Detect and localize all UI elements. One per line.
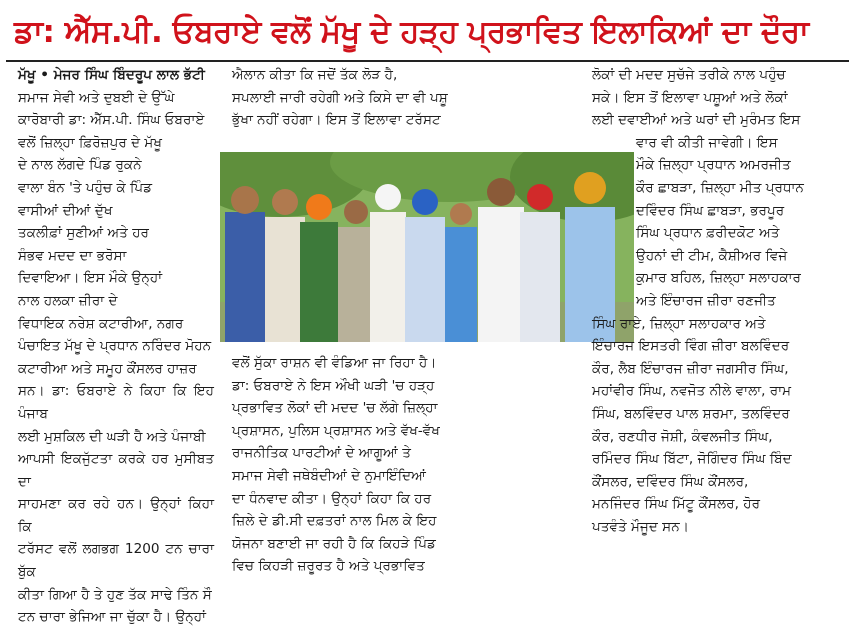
text-line: ਲਈ ਮੁਸ਼ਕਿਲ ਦੀ ਘੜੀ ਹੈ ਅਤੇ ਪੰਜਾਬੀ [18,428,206,445]
text-line: ਮਨਜਿੰਦਰ ਸਿੰਘ ਮਿੱਟੂ ਕੌਂਸਲਰ, ਹੋਰ [592,496,761,513]
text-line: ਸਕੇ। ਇਸ ਤੋਂ ਇਲਾਵਾ ਪਸ਼ੂਆਂ ਅਤੇ ਲੋਕਾਂ [592,89,788,106]
text-line: ਕੌਰ, ਰਣਧੀਰ ਜੋਸ਼ੀ, ਕੰਵਲਜੀਤ ਸਿੰਘ, [592,428,773,445]
article-column-1 [18,64,214,629]
text-line: ਵਲੋਂ ਸੁੱਕਾ ਰਾਸ਼ਨ ਵੀ ਵੰਡਿਆ ਜਾ ਰਿਹਾ ਹੈ। [232,355,437,371]
text-line: ਵਾਸੀਆਂ ਦੀਆਂ ਦੁੱਖ [18,202,113,219]
article-column-2-bottom [232,352,582,578]
text-line: ਵਾਰ ਵੀ ਕੀਤੀ ਜਾਵੇਗੀ। ਇਸ [636,134,778,151]
text-line: ਸਿੰਘ, ਬਲਵਿੰਦਰ ਪਾਲ ਸ਼ਰਮਾ, ਤਲਵਿੰਦਰ [592,405,790,422]
text-line: ਕੌਰ ਛਾਬੜਾ, ਜ਼ਿਲ੍ਹਾ ਮੀਤ ਪ੍ਰਧਾਨ [636,179,804,196]
text-line: ਅਤੇ ਇੰਚਾਰਜ ਜ਼ੀਰਾ ਰਣਜੀਤ [636,292,776,309]
text-line: ਸਮਾਜ ਸੇਵੀ ਜਥੇਬੰਦੀਆਂ ਦੇ ਨੁਮਾਇੰਦਿਆਂ [232,467,426,484]
byline: ਮੱਖੂ • ਮੇਜਰ ਸਿੰਘ ਬਿੰਦਰੂਪ ਲਾਲ ਭੱਟੀ [18,67,205,83]
text-line: ਪਤਵੰਤੇ ਮੌਜੂਦ ਸਨ। [592,518,689,535]
text-line: ਮਹਾਂਵੀਰ ਸਿੰਘ, ਨਵਜੋਤ ਨੀਲੇ ਵਾਲਾ, ਰਾਮ [592,383,792,400]
text-line: ਵਲੋਂ ਜ਼ਿਲ੍ਹਾ ਫ਼ਿਰੋਜ਼ਪੁਰ ਦੇ ਮੱਖੂ [18,134,162,151]
text-line: ਵਿਚ ਕਿਹੜੀ ਜ਼ਰੂਰਤ ਹੈ ਅਤੇ ਪ੍ਰਭਾਵਿਤ [232,558,425,575]
text-line: ਡਾ: ਓਬਰਾਏ ਨੇ ਇਸ ਔਖੀ ਘੜੀ 'ਚ ਹੜ੍ਹ [232,377,435,394]
text-line: ਸਪਲਾਈ ਜਾਰੀ ਰਹੇਗੀ ਅਤੇ ਕਿਸੇ ਦਾ ਵੀ ਪਸ਼ੂ [232,89,448,106]
text-line: ਟਨ ਚਾਰਾ ਭੇਜਿਆ ਜਾ ਚੁੱਕਾ ਹੈ। ਉਨ੍ਹਾਂ [18,609,206,626]
text-line: ਰਮਿੰਦਰ ਸਿੰਘ ਬਿੱਟਾ, ਜੋਗਿੰਦਰ ਸਿੰਘ ਬਿੰਦ [592,451,792,468]
article-column-3 [592,64,842,538]
text-line: ਰਾਜਨੀਤਿਕ ਪਾਰਟੀਆਂ ਦੇ ਆਗੂਆਂ ਤੇ [232,445,411,462]
text-line: ਭੁੱਖਾ ਨਹੀਂ ਰਹੇਗਾ। ਇਸ ਤੋਂ ਇਲਾਵਾ ਟਰੱਸਟ [232,112,441,129]
text-line: ਵਾਲਾ ਬੰਨ 'ਤੇ ਪਹੁੰਚ ਕੇ ਪਿੰਡ [18,179,153,196]
news-photo [220,152,634,342]
headline: ਡਾ: ਐੱਸ.ਪੀ. ਓਬਰਾਏ ਵਲੋਂ ਮੱਖੂ ਦੇ ਹੜ੍ਹ ਪ੍ਰਭਾਵਿਤ ਇਲਾਕਿਆਂ ਦਾ ਦੌਰਾ [14,14,809,50]
group-photo-illustration [220,152,634,342]
text-line: ਵਿਧਾਇਕ ਨਰੇਸ਼ ਕਟਾਰੀਆ, ਨਗਰ [18,315,184,332]
text-line: ਐਲਾਨ ਕੀਤਾ ਕਿ ਜਦੋਂ ਤੱਕ ਲੋੜ ਹੈ, [232,67,398,83]
text-line: ਆਪਸੀ ਇਕਜੁੱਟਤਾ ਕਰਕੇ ਹਰ ਮੁਸੀਬਤ ਦਾ [18,451,214,490]
text-line: ਉਹਨਾਂ ਦੀ ਟੀਮ, ਕੈਸ਼ੀਅਰ ਵਿਜੇ [636,247,788,264]
text-line: ਮੌਕੇ ਜ਼ਿਲ੍ਹਾ ਪ੍ਰਧਾਨ ਅਮਰਜੀਤ [636,157,791,174]
text-line: ਕੌਂਸਲਰ, ਦਵਿੰਦਰ ਸਿੰਘ ਕੌਂਸਲਰ, [592,473,749,490]
text-line: ਕੁਮਾਰ ਬਹਿਲ, ਜ਼ਿਲ੍ਹਾ ਸਲਾਹਕਾਰ [636,270,801,287]
text-line: ਸਾਹਮਣਾ ਕਰ ਰਹੇ ਹਨ। ਉਨ੍ਹਾਂ ਕਿਹਾ ਕਿ [18,496,214,535]
text-line: ਲੋਕਾਂ ਦੀ ਮਦਦ ਸੁਚੱਜੇ ਤਰੀਕੇ ਨਾਲ ਪਹੁੰਚ [592,67,786,83]
text-line: ਦਵਿੰਦਰ ਸਿੰਘ ਛਾਬੜਾ, ਭਰਪੂਰ [636,202,785,219]
text-line: ਕੌਰ, ਲੈਬ ਇੰਚਾਰਜ ਜ਼ੀਰਾ ਜਗਸੀਰ ਸਿੰਘ, [592,360,789,377]
text-line: ਤਕਲੀਫ਼ਾਂ ਸੁਣੀਆਂ ਅਤੇ ਹਰ [18,225,149,242]
text-line: ਸਮਾਜ ਸੇਵੀ ਅਤੇ ਦੁਬਈ ਦੇ ਉੱਘੇ [18,89,175,106]
text-line: ਟਰੱਸਟ ਵਲੋਂ ਲਗਭਗ 1200 ਟਨ ਚਾਰਾ ਬੁੱਕ [18,541,214,581]
text-line: ਦਾ ਧੰਨਵਾਦ ਕੀਤਾ। ਉਨ੍ਹਾਂ ਕਿਹਾ ਕਿ ਹਰ [232,490,432,507]
text-line: ਇੰਚਾਰਜ ਇਸਤਰੀ ਵਿੰਗ ਜ਼ੀਰਾ ਬਲਵਿੰਦਰ [592,338,790,355]
text-line: ਲਈ ਦਵਾਈਆਂ ਅਤੇ ਘਰਾਂ ਦੀ ਮੁਰੰਮਤ ਇਸ [592,112,801,129]
text-line: ਸਿੰਘ ਰਾਏ, ਜ਼ਿਲ੍ਹਾ ਸਲਾਹਕਾਰ ਅਤੇ [592,315,766,332]
article-column-2-top [232,64,582,132]
text-line: ਸੰਭਵ ਮਦਦ ਦਾ ਭਰੋਸਾ [18,247,127,264]
text-line: ਕਟਾਰੀਆ ਅਤੇ ਸਮੂਹ ਕੌਂਸਲਰ ਹਾਜ਼ਰ [18,360,197,377]
text-line: ਪੰਚਾਇਤ ਮੱਖੂ ਦੇ ਪ੍ਰਧਾਨ ਨਰਿੰਦਰ ਮੋਹਨ [18,338,212,355]
text-line: ਦਿਵਾਇਆ। ਇਸ ਮੌਕੇ ਉਨ੍ਹਾਂ [18,270,163,287]
headline-rule [6,60,849,62]
text-line: ਪ੍ਰਭਾਵਿਤ ਲੋਕਾਂ ਦੀ ਮਦਦ 'ਚ ਲੱਗੇ ਜ਼ਿਲ੍ਹਾ [232,400,438,417]
text-line: ਸਿੰਘ ਪ੍ਰਧਾਨ ਫ਼ਰੀਦਕੋਟ ਅਤੇ [636,225,780,242]
text-line: ਯੋਜਨਾ ਬਣਾਈ ਜਾ ਰਹੀ ਹੈ ਕਿ ਕਿਹੜੇ ਪਿੰਡ [232,535,436,552]
text-line: ਨਾਲ ਹਲਕਾ ਜ਼ੀਰਾ ਦੇ [18,292,118,309]
text-line: ਜ਼ਿਲੇ ਦੇ ਡੀ.ਸੀ ਦਫ਼ਤਰਾਂ ਨਾਲ ਮਿਲ ਕੇ ਇਹ [232,513,437,530]
text-line: ਕਾਰੋਬਾਰੀ ਡਾ: ਐੱਸ.ਪੀ. ਸਿੰਘ ਓਬਰਾਏ [18,112,205,129]
text-line: ਕੀਤਾ ਗਿਆ ਹੈ ਤੇ ਹੁਣ ਤੱਕ ਸਾਢੇ ਤਿੰਨ ਸੌ [18,586,212,603]
text-line: ਸਨ। ਡਾ: ਓਬਰਾਏ ਨੇ ਕਿਹਾ ਕਿ ਇਹ ਪੰਜਾਬ [18,383,214,422]
text-line: ਪ੍ਰਸ਼ਾਸਨ, ਪੁਲਿਸ ਪ੍ਰਸ਼ਾਸਨ ਅਤੇ ਵੱਖ-ਵੱਖ [232,422,440,439]
text-line: ਦੇ ਨਾਲ ਲੱਗਦੇ ਪਿੰਡ ਰੁਕਨੇ [18,157,142,174]
